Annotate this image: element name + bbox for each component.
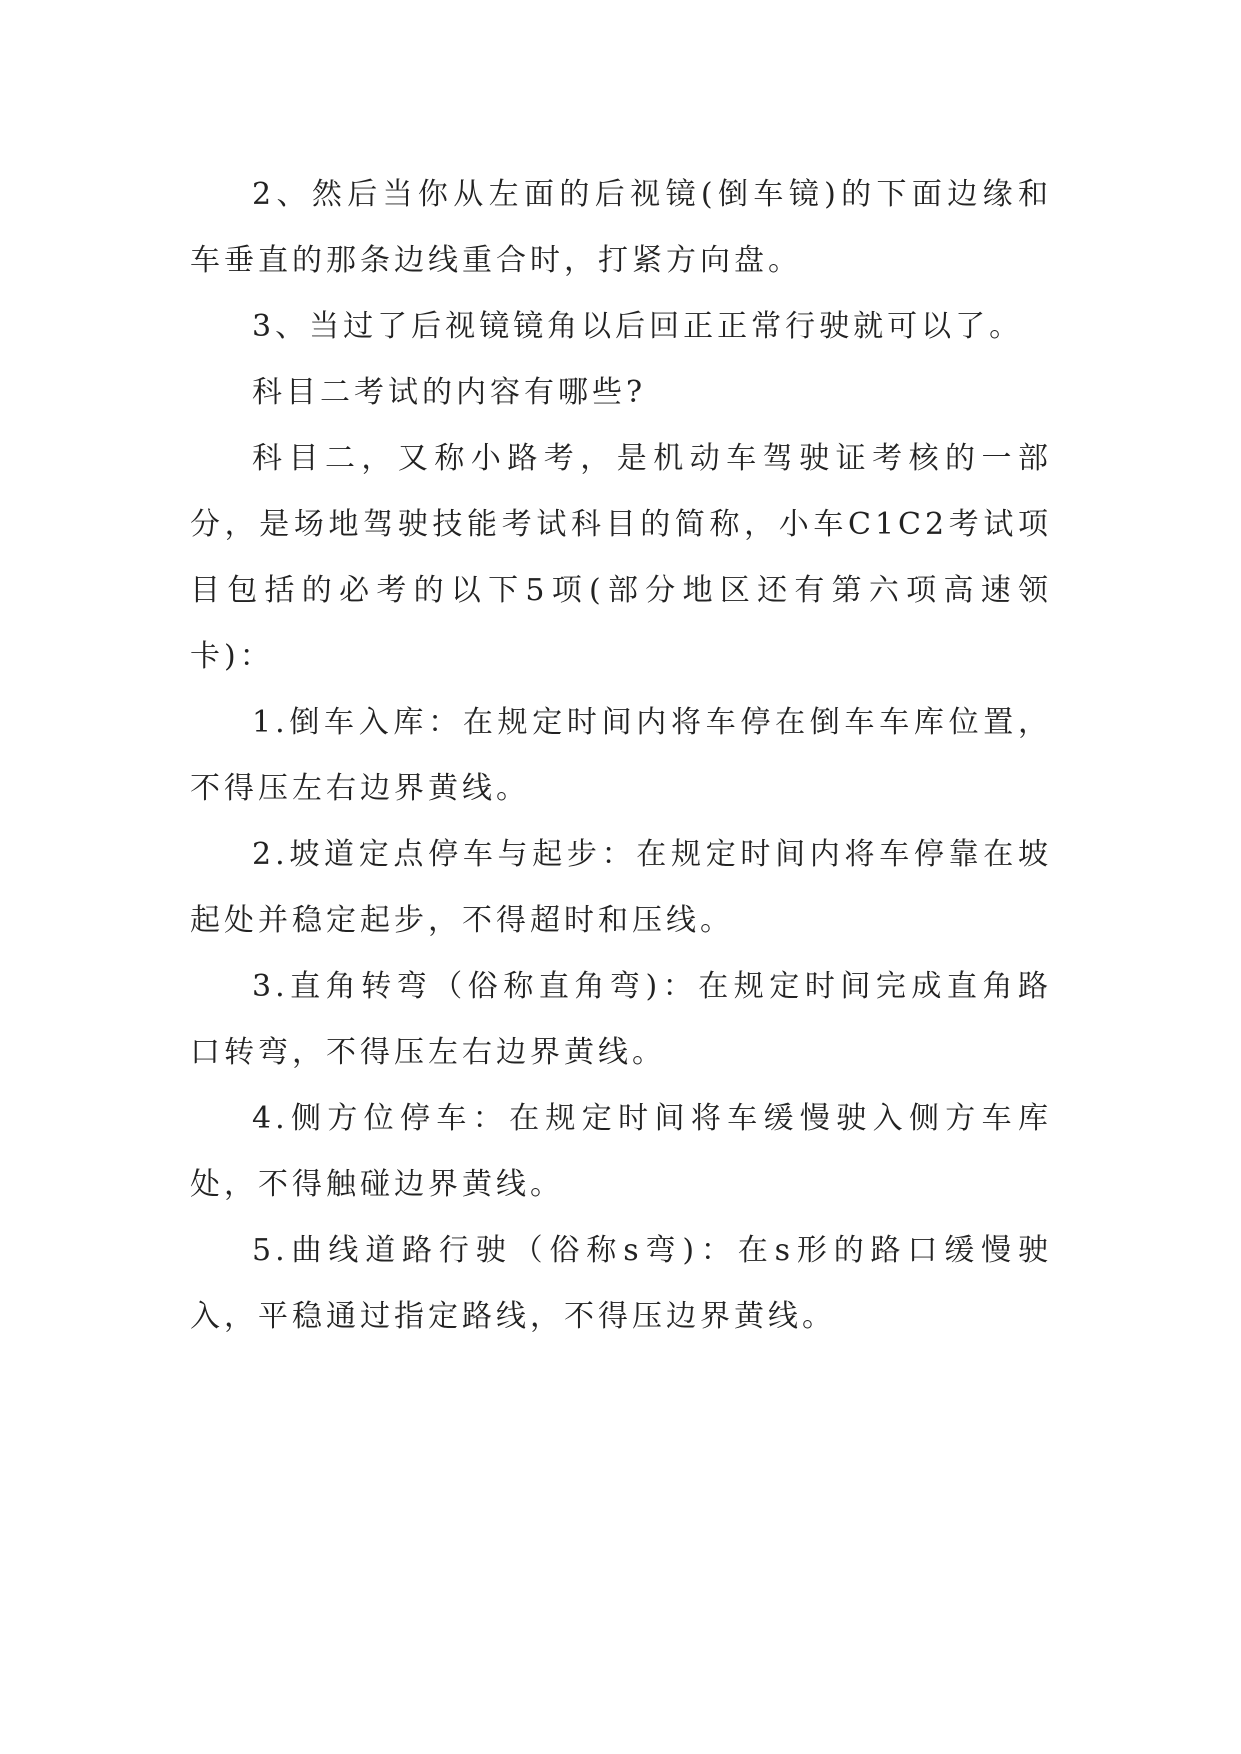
paragraph-reverse-step-3: 3、当过了后视镜镜角以后回正正常行驶就可以了。 <box>252 309 1024 344</box>
section-question: 科目二考试的内容有哪些? <box>252 375 647 410</box>
exam-item-2: 2.坡道定点停车与起步：在规定时间内将车停靠在坡起处并稳定起步，不得超时和压线。 <box>190 837 1052 938</box>
paragraph-reverse-step-2: 2、然后当你从左面的后视镜(倒车镜)的下面边缘和车垂直的那条边线重合时，打紧方向盘。 <box>190 177 1052 278</box>
exam-item-3: 3.直角转弯（俗称直角弯)：在规定时间完成直角路口转弯，不得压左右边界黄线。 <box>190 969 1052 1070</box>
exam-item-4: 4.侧方位停车：在规定时间将车缓慢驶入侧方车库处，不得触碰边界黄线。 <box>190 1101 1052 1202</box>
paragraph-exam-intro: 科目二，又称小路考，是机动车驾驶证考核的一部分，是场地驾驶技能考试科目的简称，小车C1C2考试项目包括的必考的以下5项(部分地区还有第六项高速领卡)： <box>190 441 1052 674</box>
exam-item-5: 5.曲线道路行驶（俗称s弯)：在s形的路口缓慢驶入，平稳通过指定路线，不得压边界黄线。 <box>190 1233 1052 1334</box>
document-body <box>190 162 1052 1350</box>
exam-item-1: 1.倒车入库：在规定时间内将车停在倒车车库位置，不得压左右边界黄线。 <box>190 705 1052 806</box>
